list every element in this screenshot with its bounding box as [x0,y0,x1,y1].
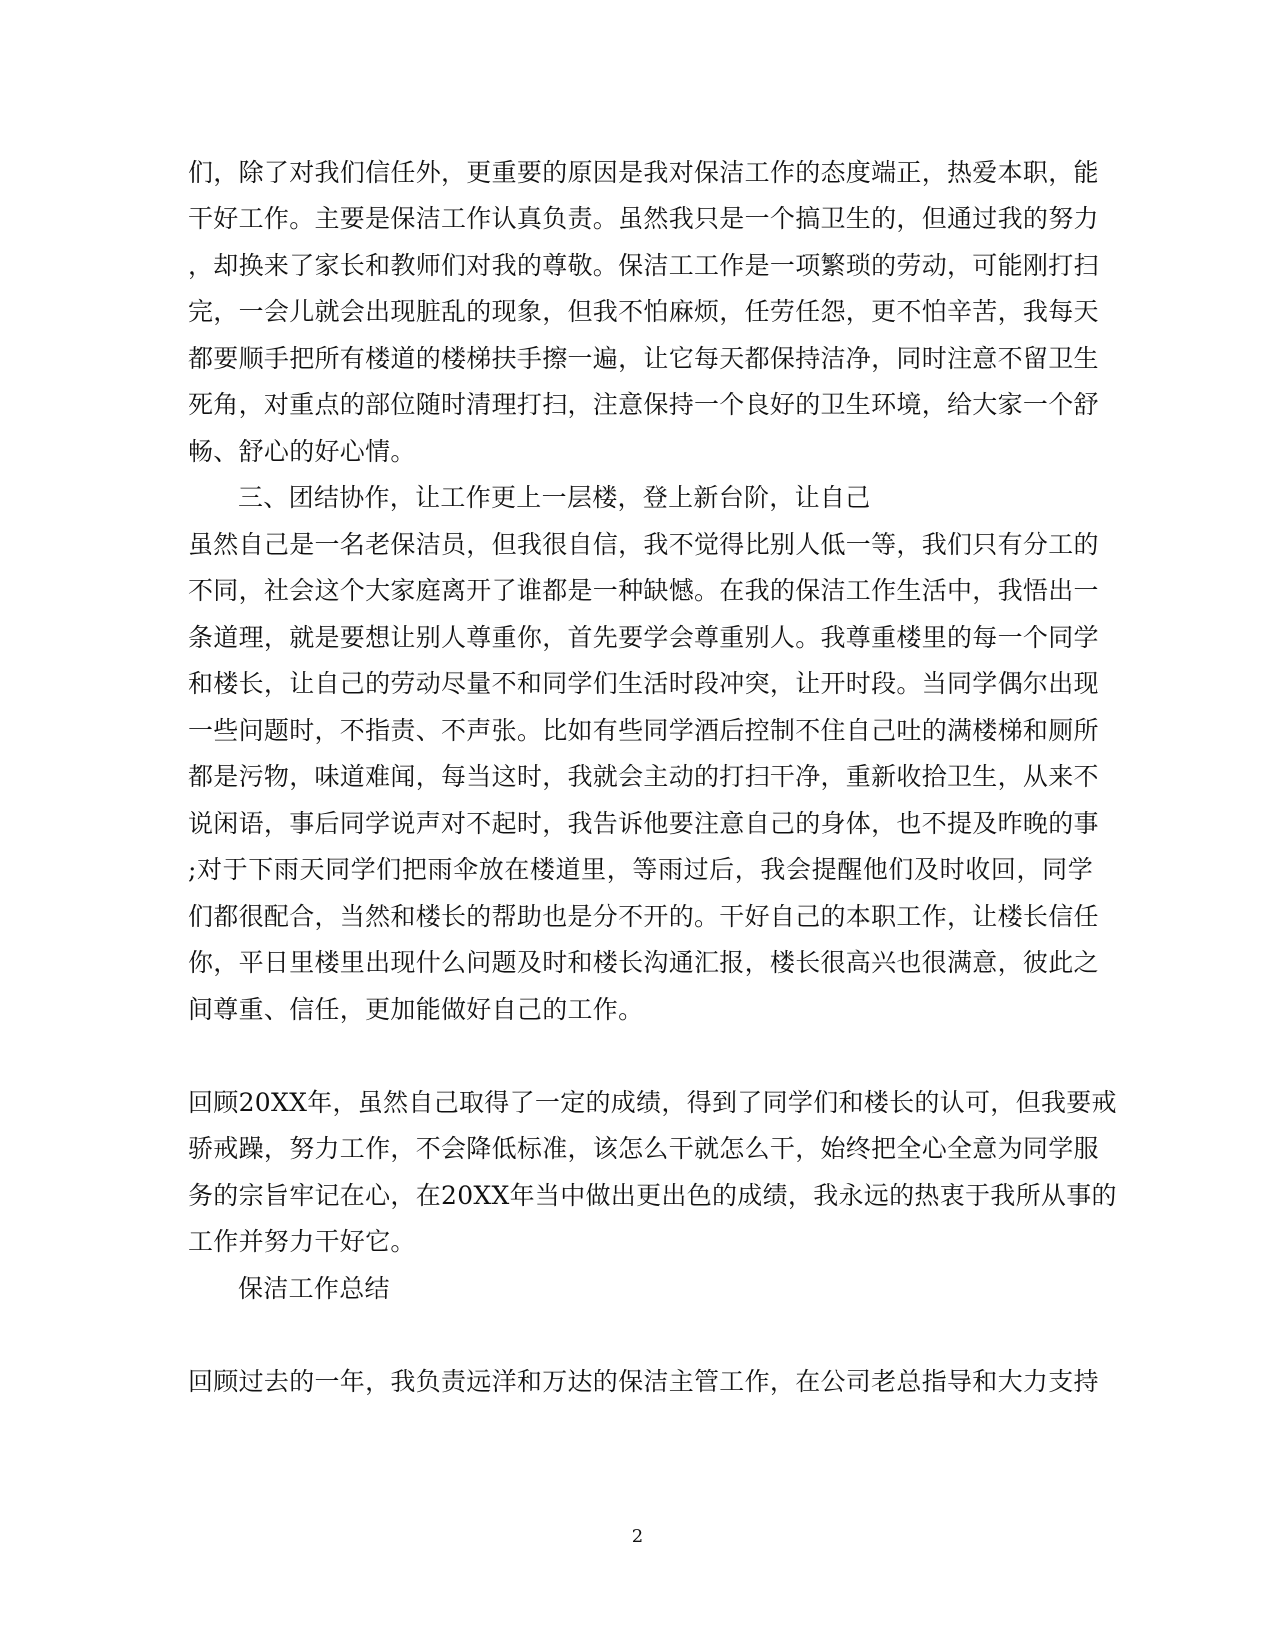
body-text-line: ，却换来了家长和教师们对我的尊敬。保洁工工作是一项繁琐的劳动，可能刚打扫 [188,251,1099,280]
body-text-line: 虽然自己是一名老保洁员，但我很自信，我不觉得比别人低一等，我们只有分工的 [188,530,1099,559]
body-text-line: 不同，社会这个大家庭离开了谁都是一种缺憾。在我的保洁工作生活中，我悟出一 [188,576,1099,605]
body-text-line: ;对于下雨天同学们把雨伞放在楼道里，等雨过后，我会提醒他们及时收回，同学 [188,855,1093,884]
body-text-line: 畅、舒心的好心情。 [188,437,416,466]
body-text-line: 条道理，就是要想让别人尊重你，首先要学会尊重别人。我尊重楼里的每一个同学 [188,623,1099,652]
section-title: 保洁工作总结 [238,1274,390,1303]
page-number: 2 [631,1526,644,1547]
body-text-line: 工作并努力干好它。 [188,1227,416,1256]
body-text-line: 务的宗旨牢记在心，在20XX年当中做出更出色的成绩，我永远的热衷于我所从事的 [188,1181,1117,1210]
body-text-line: 一些问题时，不指责、不声张。比如有些同学酒后控制不住自己吐的满楼梯和厕所 [188,716,1099,745]
body-text-line: 回顾20XX年，虽然自己取得了一定的成绩，得到了同学们和楼长的认可，但我要戒 [188,1088,1117,1117]
body-text-line: 都是污物，味道难闻，每当这时，我就会主动的打扫干净，重新收拾卫生，从来不 [188,762,1099,791]
body-text-line: 们都很配合，当然和楼长的帮助也是分不开的。干好自己的本职工作，让楼长信任 [188,902,1099,931]
body-text-line: 都要顺手把所有楼道的楼梯扶手擦一遍，让它每天都保持洁净，同时注意不留卫生 [188,344,1099,373]
body-text-line: 回顾过去的一年，我负责远洋和万达的保洁主管工作，在公司老总指导和大力支持 [188,1367,1099,1396]
body-text-line: 说闲语，事后同学说声对不起时，我告诉他要注意自己的身体，也不提及昨晚的事 [188,809,1099,838]
body-text-line: 你，平日里楼里出现什么问题及时和楼长沟通汇报，楼长很高兴也很满意，彼此之 [188,948,1099,977]
body-text-line: 和楼长，让自己的劳动尽量不和同学们生活时段冲突，让开时段。当同学偶尔出现 [188,669,1099,698]
section-heading: 三、团结协作，让工作更上一层楼，登上新台阶，让自己 [238,483,871,512]
body-text-line: 完，一会儿就会出现脏乱的现象，但我不怕麻烦，任劳任怨，更不怕辛苦，我每天 [188,297,1099,326]
body-text-line: 间尊重、信任，更加能做好自己的工作。 [188,995,644,1024]
body-text-line: 干好工作。主要是保洁工作认真负责。虽然我只是一个搞卫生的，但通过我的努力 [188,204,1099,233]
body-text-line: 死角，对重点的部位随时清理打扫，注意保持一个良好的卫生环境，给大家一个舒 [188,390,1099,419]
body-text-line: 们，除了对我们信任外，更重要的原因是我对保洁工作的态度端正，热爱本职，能 [188,158,1099,187]
body-text-line: 骄戒躁，努力工作，不会降低标准，该怎么干就怎么干，始终把全心全意为同学服 [188,1134,1099,1163]
